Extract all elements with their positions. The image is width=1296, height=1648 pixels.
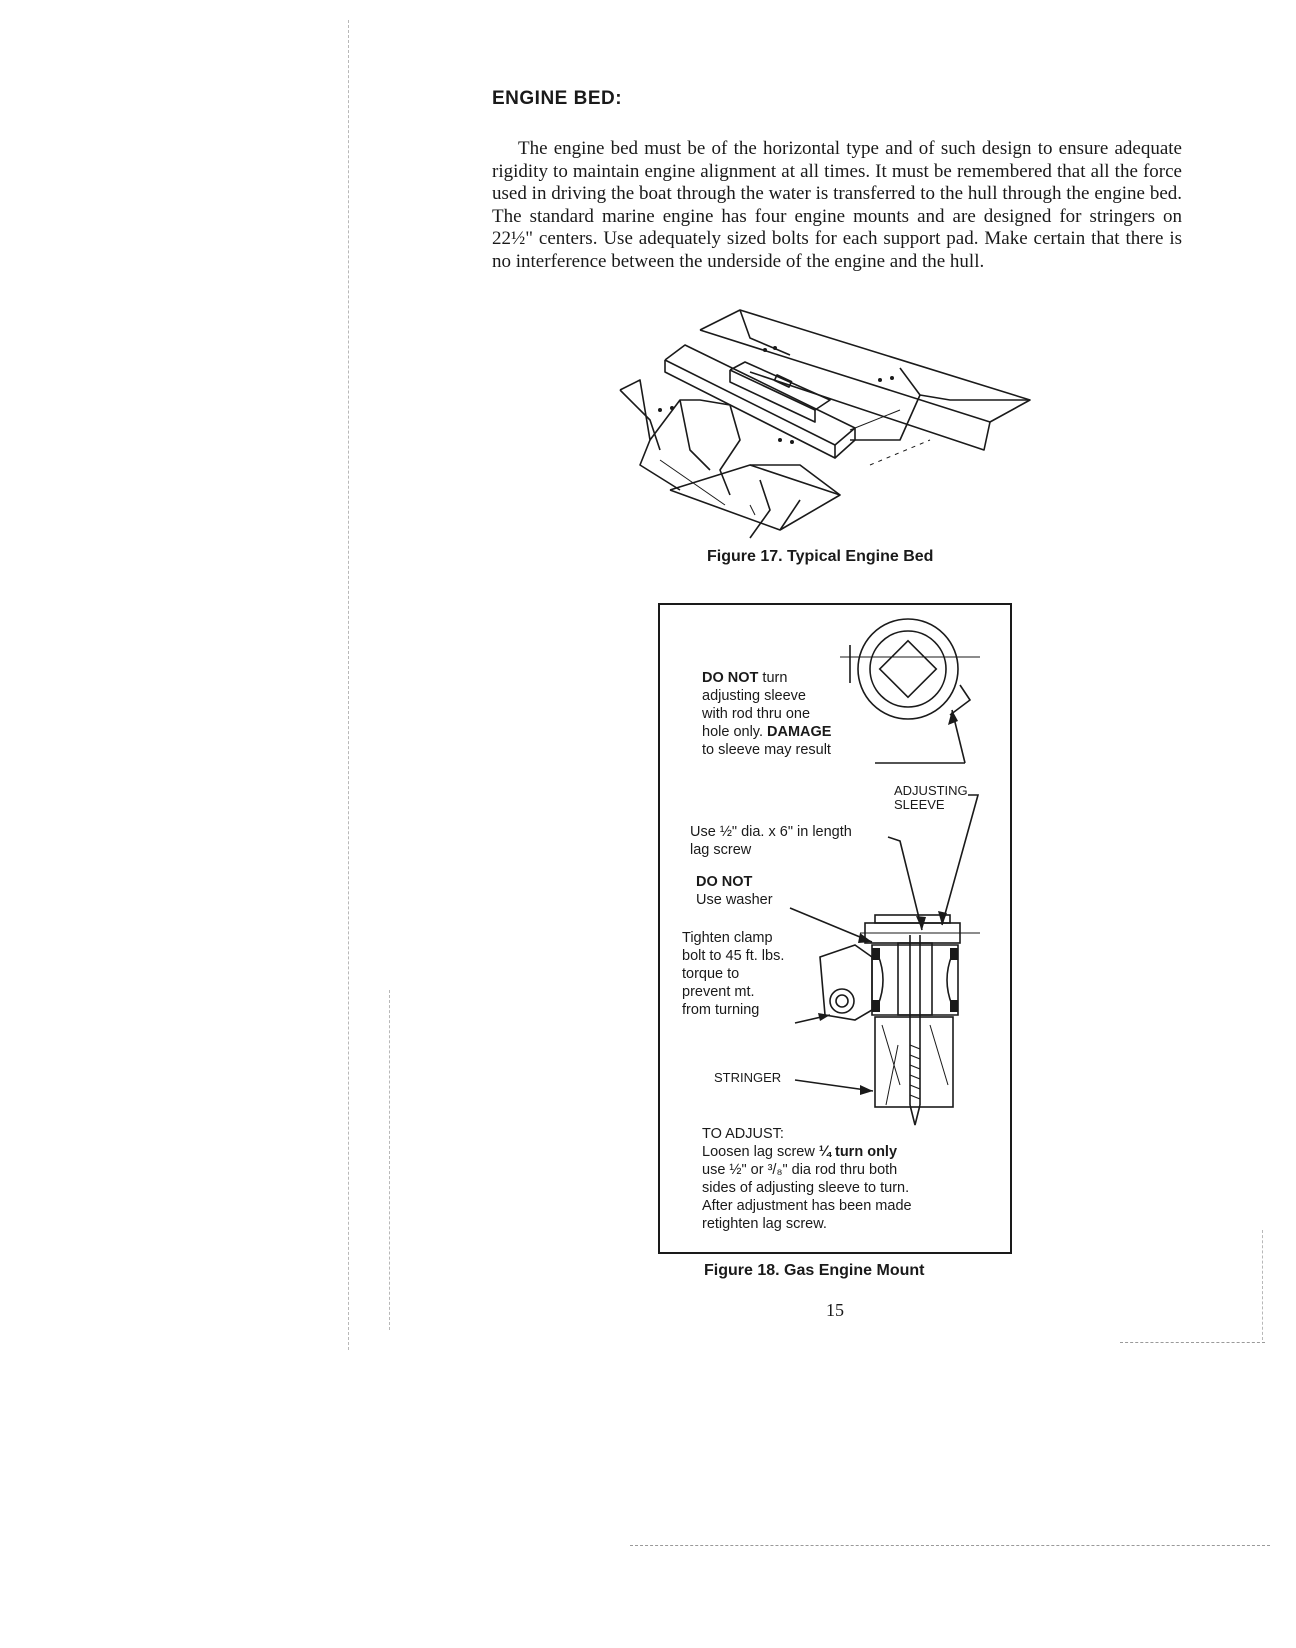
to-adjust-line-3: sides of adjusting sleeve to turn.	[702, 1180, 910, 1196]
washer-label: Use washer	[696, 892, 773, 908]
scan-bottom-speckle	[630, 1545, 1270, 1546]
adjusting-sleeve-label-2: SLEEVE	[894, 797, 945, 812]
clamp-label-1: Tighten clamp	[682, 930, 773, 946]
to-adjust-line-5: retighten lag screw.	[702, 1216, 827, 1232]
figure-17-caption: Figure 17. Typical Engine Bed	[707, 548, 934, 565]
section-body-paragraph: The engine bed must be of the horizontal type and of such design to ensure adequate rigidity to maintain engine alignment at all times. It must be remembered that all the force used in driving the boat through the water is transferred to the hull through the engine bed. The standard marine engine has four engine mounts and are designed for stringers on 22½" centers. Use adequately sized bolts for each support pad. Make certain that there is no interference between the underside of the engine and the hull.	[492, 138, 1182, 272]
clamp-label-5: from turning	[682, 1002, 760, 1018]
clamp-label-2: bolt to 45 ft. lbs.	[682, 948, 785, 964]
lag-screw-label-2: lag screw	[690, 842, 752, 858]
to-adjust-line-4: After adjustment has been made	[702, 1198, 912, 1214]
scan-margin-line	[348, 20, 349, 1350]
figure-18-caption: Figure 18. Gas Engine Mount	[704, 1262, 925, 1279]
stringer-label: STRINGER	[714, 1070, 782, 1085]
scan-right-speckle	[1120, 1342, 1265, 1343]
adjusting-sleeve-label-1: ADJUSTING	[894, 783, 968, 798]
to-adjust-line-1: Loosen lag screw ¼ turn only	[702, 1144, 898, 1160]
to-adjust-line-2: use ½" or ³/₈" dia rod thru both	[702, 1162, 898, 1178]
page-number: 15	[826, 1300, 844, 1320]
warning-line-2: adjusting sleeve	[702, 688, 806, 704]
lag-screw-label-1: Use ½" dia. x 6" in length	[690, 824, 852, 840]
scan-margin-line-2	[389, 990, 390, 1330]
warning-do-not-turn: DO NOT turn	[702, 670, 788, 686]
scan-right-edge	[1262, 1230, 1263, 1340]
clamp-label-3: torque to	[682, 966, 740, 982]
section-heading: ENGINE BED:	[492, 88, 623, 109]
warning-line-3: with rod thru one	[702, 706, 811, 722]
engine-bed-illustration	[600, 300, 1060, 540]
washer-do-not: DO NOT	[696, 874, 753, 890]
to-adjust-title: TO ADJUST:	[702, 1126, 784, 1142]
warning-line-4: hole only. DAMAGE	[702, 724, 832, 740]
warning-line-5: to sleeve may result	[702, 742, 831, 758]
figure-18-frame	[658, 603, 1012, 1254]
clamp-label-4: prevent mt.	[682, 984, 755, 1000]
